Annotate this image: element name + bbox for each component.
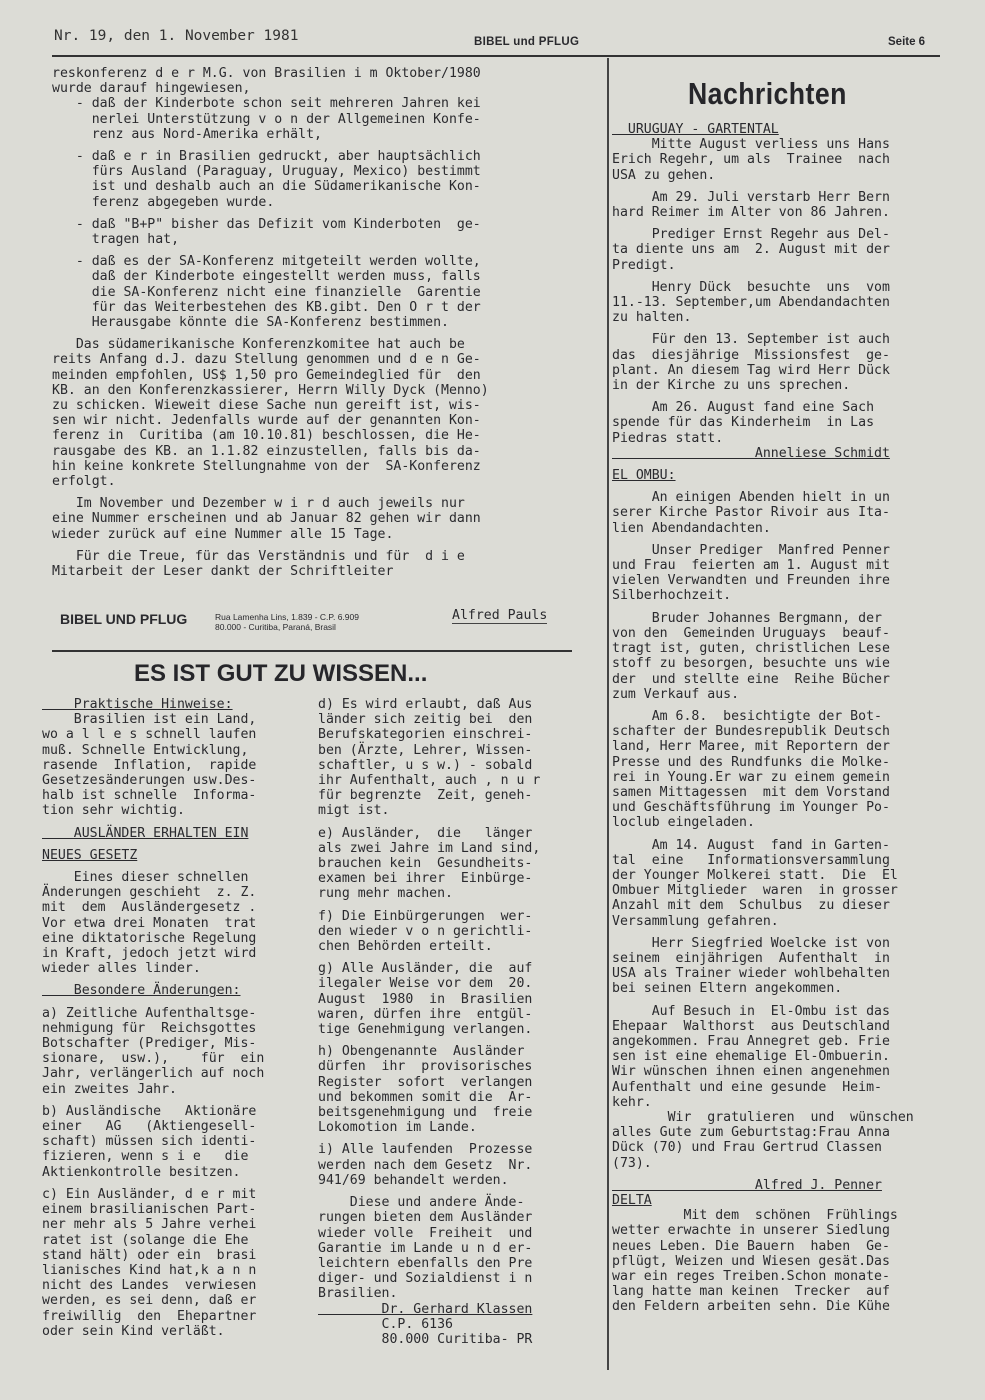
wissen-column-b [318,697,586,1347]
text-line [42,1097,304,1104]
text-line: loclub eingeladen. [612,815,755,831]
text-line: Versammlung gefahren. [612,913,779,929]
text-line: plant. An diesem Tag wird Herr Dück [612,362,890,378]
text-line: schafter der Bundesrepublik Deutsch [612,724,890,740]
text-line: ilegaler Weise vor dem 20. [318,976,533,992]
masthead-address-line-2: 80.000 - Curitiba, Paraná, Brasil [215,622,336,632]
text-line [318,1135,586,1142]
text-line: land, Herr Maree, mit Reportern der [612,739,890,755]
text-line: Besondere Änderungen: [42,983,241,999]
text-line: einer AG (Aktiengesell- [42,1119,257,1135]
text-line: g) Alle Ausländer, die auf [318,961,533,977]
text-line: Alfred J. Penner [612,1177,882,1193]
text-line: daß der Kinderbote eingestellt werden muss, falls [52,269,481,285]
text-line: tragt ist, guten, christlichen Lese [612,641,890,657]
text-line: einem brasilianischen Part- [42,1202,257,1218]
text-line: Lokomotion im Lande. [318,1120,477,1136]
issue-date: Nr. 19, den 1. November 1981 [54,28,299,44]
text-line [612,183,948,190]
publication-name: BIBEL und PFLUG [474,36,580,48]
text-line: wo a l l e s schnell laufen [42,727,257,743]
text-line: Presse und des Rundfunks die Molke- [612,754,890,770]
text-line: für das Weiterbestehen des KB.gibt. Den O r t der [52,299,481,315]
text-line: a) Zeitliche Aufenthaltsge- [42,1005,257,1021]
text-line: in Kraft, jedoch jetzt wird [42,946,257,962]
nachrichten-title: Nachrichten [688,76,847,111]
text-line: e) Ausländer, die länger [318,825,533,841]
text-line: Anzahl mit dem Schulbus zu dieser [612,898,890,914]
text-line: stand hält) oder ein brasi [42,1247,257,1263]
text-line: seinem einjährigen Aufenthalt in [612,950,890,966]
text-line: Brasilien ist ein Land, [42,712,257,728]
text-line: ferenz abgegeben wurde. [52,194,275,210]
text-line: und Frau feierten am 1. August mit [612,558,890,574]
text-line: rausgabe des KB. an 1.1.82 einzustellen, falls bis da- [52,443,481,459]
text-line [612,997,948,1004]
text-line: c) Ein Ausländer, d e r mit [42,1186,257,1202]
text-line: angekommen. Frau Annegret geb. Frie [612,1033,890,1049]
text-line: - daß es der SA-Konferenz mitgeteilt werden wollte, [52,254,481,270]
text-line: lien Abendandachten. [612,520,771,536]
text-line: freiwillig den Ehepartner [42,1308,257,1324]
text-line: - daß der Kinderbote schon seit mehreren Jahren kei [52,96,481,112]
text-line: Herr Siegfried Woelcke ist von [612,935,890,951]
text-line: ta diente uns am 2. August mit der [612,242,890,258]
text-line: sen wir nicht. Jedenfalls wurde auf der genannten Kon- [52,413,481,429]
text-line: Am 14. August fand in Garten- [612,837,890,853]
text-line: serer Kirche Pastor Rivoir aus Ita- [612,505,890,521]
text-line: oder sein Kind verläßt. [42,1323,225,1339]
text-line [612,1171,948,1178]
text-line: Auf Besuch in El-Ombu ist das [612,1003,890,1019]
masthead-name: BIBEL UND PFLUG [60,611,188,627]
text-line: i) Alle laufenden Prozesse [318,1142,533,1158]
text-line [52,489,574,496]
text-line: ner mehr als 5 Jahre verhei [42,1217,257,1233]
text-line: Diese und andere Ände- [318,1195,525,1211]
text-line: rasende Inflation, rapide [42,757,257,773]
text-line: tragen hat, [52,232,180,248]
text-line: Praktische Hinweise: [42,697,233,712]
text-line: Wir wünschen ihnen einen angenehmen [612,1064,890,1080]
column-divider [607,58,609,1370]
text-line: Im November und Dezember w i r d auch jeweils nur [52,496,465,512]
text-line [42,1180,304,1187]
text-line: Botschafter (Prediger, Mis- [42,1036,257,1052]
text-line: und Geschäftsführung im Younger Po- [612,800,890,816]
text-line: lang hatte man keinen Trecker auf [612,1284,890,1300]
text-line: die SA-Konferenz nicht eine finanzielle Garentie [52,284,481,300]
text-line: vielen Verwandten und Freunden ihre [612,573,890,589]
text-line [52,247,574,254]
text-line: nerlei Unterstützung v o n der Allgemeinen Konfe- [52,111,481,127]
text-line: samen Mittagessen mit dem Vorstand [612,784,890,800]
text-line: tion sehr wichtig. [42,803,185,819]
text-line: examen bei ihrer Einbürge- [318,871,533,887]
text-line: und bekommen somit die Ar- [318,1089,533,1105]
text-line: schaftler, u s w.) - sobald [318,757,533,773]
text-line [612,929,948,936]
text-line: als zwei Jahre im Land sind, [318,840,541,856]
text-line: NEUES GESETZ [42,847,138,863]
text-line: wurde darauf hingewiesen, [52,81,251,97]
text-line: meinden empfohlen, US$ 1,50 pro Gemeindeglied für den [52,367,481,383]
text-line: wieder alles linder. [42,961,201,977]
text-line: spende für das Kinderheim in Las [612,415,875,431]
text-line: war ein reges Treiben.Schon monate- [612,1269,890,1285]
text-line [612,393,948,400]
text-line: EL OMBU: [612,468,676,484]
text-line [42,841,304,848]
text-line: fürs Ausland (Paraguay, Uruguay, Mexico) bestimmt [52,164,481,180]
text-line: Änderungen geschieht z. Z. [42,885,257,901]
text-line: - daß e r in Brasilien gedruckt, aber hauptsächlich [52,149,481,165]
text-line: ihr Aufenthalt, auch , n u r [318,773,541,789]
text-line: h) Obengenannte Ausländer [318,1044,525,1060]
author-signature: Alfred Pauls [452,608,548,623]
masthead-address [215,612,359,632]
text-line [52,142,574,149]
text-line: sionare, usw.), für ein [42,1051,265,1067]
text-line: der Younger Molkerei statt. Die El [612,867,898,883]
text-line: Piedras statt. [612,430,724,446]
article-kinderbote [52,66,574,579]
text-line: hin keine konkrete Stellungnahme von der SA-Konferenz [52,458,481,474]
text-line: Am 26. August fand eine Sach [612,400,875,416]
text-line: d) Es wird erlaubt, daß Aus [318,697,533,712]
text-line: Eines dieser schnellen [42,870,249,886]
text-line [612,831,948,838]
text-line: ben (Ärzte, Lehrer, Wissen- [318,742,533,758]
text-line: An einigen Abenden hielt in un [612,490,890,506]
text-line [52,330,574,337]
text-line: tige Genehmigung verlangen. [318,1022,533,1038]
text-line: von den Gemeinden Uruguays beauf- [612,625,890,641]
text-line: Wir gratulieren und wünschen [612,1109,914,1125]
text-line: USA zu gehen. [612,167,716,183]
text-line: brauchen kein Gesundheits- [318,856,533,872]
text-line: dürfen ihr provisorisches [318,1059,533,1075]
text-line: Aufenthalt und eine gesunde Heim- [612,1079,882,1095]
text-line [612,461,948,468]
text-line: länder sich zeitig bei den [318,712,533,728]
text-line: leichtern ebenfalls den Pre [318,1255,533,1271]
text-line: 941/69 behandelt werden. [318,1172,509,1188]
text-line: eine diktatorische Regelung [42,930,257,946]
text-line: den Feldern arbeiten sehn. Die Kühe [612,1299,890,1315]
text-line: nehmigung für Reichsgottes [42,1020,257,1036]
text-line: stoff zu besorgen, besuchte uns wie [612,656,890,672]
text-line: Silberhochzeit. [612,588,732,604]
text-line: wieder volle Freiheit und [318,1225,533,1241]
text-line: muß. Schnelle Entwicklung, [42,742,249,758]
text-line: renz aus Nord-Amerika erhält, [52,126,322,142]
header-rule [52,55,940,57]
text-line: Jahr, verlängerlich auf noch [42,1066,265,1082]
text-line: nicht des Landes verwiesen [42,1278,257,1294]
text-line [52,210,574,217]
text-line: tal eine Informationsversammlung [612,852,890,868]
text-line: rei in Young.Er war zu einem gemein [612,769,890,785]
text-line: pflügt, Weizen und Wiesen gesät.Das [612,1253,890,1269]
text-line: werden nach dem Gesetz Nr. [318,1157,533,1173]
text-line: - daß "B+P" bisher das Defizit vom Kinderboten ge- [52,216,481,232]
text-line: rung mehr machen. [318,886,453,902]
text-line: Anneliese Schmidt [612,445,890,461]
text-line: (73). [612,1155,652,1171]
text-line: Für den 13. September ist auch [612,332,890,348]
text-line: lianisches Kind hat,k a n n [42,1262,257,1278]
page-number: Seite 6 [888,36,926,48]
text-line: Henry Dück besuchte uns vom [612,279,890,295]
text-line: wieder zurück auf eine Nummer alle 15 Tage. [52,526,394,542]
text-line: Gesetzesänderungen usw.Des- [42,773,257,789]
nachrichten-column [612,122,948,1315]
text-line: der und stellte eine Reihe Bücher [612,671,890,687]
text-line: bei seinen Eltern angekommen. [612,981,843,997]
text-line [42,863,304,870]
text-line [612,273,948,280]
text-line: Am 6.8. besichtigte der Bot- [612,708,882,724]
text-line: Dück (70) und Frau Gertrud Classen [612,1140,882,1156]
text-line: werden, es sei denn, daß er [42,1293,257,1309]
text-line: in der Kirche zu uns sprechen. [612,378,851,394]
text-line: Predigt. [612,257,676,273]
text-line: Herausgabe könnte die SA-Konferenz bestimmen. [52,315,449,331]
text-line [318,954,586,961]
text-line: sen ist eine ehemalige El-Ombuerin. [612,1049,890,1065]
text-line: Mitte August verliess uns Hans [612,137,890,153]
text-line: Für die Treue, für das Verständnis und für d i e [52,548,465,564]
text-line: neues Leben. Die Bauern haben Ge- [612,1238,890,1254]
text-line: KB. an den Konferenzkassierer, Herrn Willy Dyck (Menno) [52,382,489,398]
text-line: wetter erwachte in unserer Siedlung [612,1223,890,1239]
text-line: halb ist schnelle Informa- [42,788,257,804]
text-line: AUSLÄNDER ERHALTEN EIN [42,825,249,841]
text-line [612,325,948,332]
text-line: b) Ausländische Aktionäre [42,1103,257,1119]
text-line: diger- und Sozialdienst i n [318,1271,533,1287]
text-line: das diesjährige Missionsfest ge- [612,347,890,363]
text-line: beitsgenehmigung und freie [318,1105,533,1121]
masthead-address-line-1: Rua Lamenha Lins, 1.839 - C.P. 6.909 [215,612,359,622]
text-line [42,819,304,826]
text-line: Am 29. Juli verstarb Herr Bern [612,189,890,205]
text-line: schaft) müssen sich identi- [42,1134,257,1150]
text-line: Berufskategorien einschrei- [318,727,533,743]
text-line: 80.000 Curitiba- PR [318,1331,533,1347]
text-line: zu schicken. Wieweit diese Sache nun gereift ist, wis- [52,398,481,414]
text-line: reskonferenz d e r M.G. von Brasilien i m Oktober/1980 [52,66,481,81]
text-line: Mitarbeit der Leser dankt der Schriftleiter [52,564,394,580]
text-line [612,220,948,227]
text-line: hard Reimer im Alter von 86 Jahren. [612,205,890,221]
text-line [42,999,304,1006]
text-line [318,819,586,826]
text-line: Vor etwa drei Monaten trat [42,915,257,931]
text-line: Brasilien. [318,1286,398,1302]
text-line: kehr. [612,1094,652,1110]
text-line: Ombuer Mitglieder waren in grosser [612,883,898,899]
text-line: reits Anfang d.J. dazu Stellung genommen und d e n Ge- [52,352,481,368]
text-line: USA als Trainer wieder wohlbehalten [612,966,890,982]
text-line: f) Die Einbürgerungen wer- [318,908,533,924]
wissen-column-a [42,697,304,1339]
text-line: zum Verkauf aus. [612,686,740,702]
text-line [612,483,948,490]
text-line: ratet ist (solange die Ehe [42,1232,249,1248]
text-line: Unser Prediger Manfred Penner [612,542,890,558]
text-line: mit dem Ausländergesetz . [42,900,257,916]
text-line: erfolgt. [52,474,116,490]
text-line: migt ist. [318,803,390,819]
text-line: Prediger Ernst Regehr aus Del- [612,227,890,243]
text-line [318,1037,586,1044]
text-line: Ehepaar Walthorst aus Deutschland [612,1018,890,1034]
text-line: für begrenzte Zeit, geneh- [318,788,533,804]
text-line: Aktienkontrolle besitzen. [42,1164,241,1180]
text-line: chen Behörden erteilt. [318,939,493,955]
text-line: eine Nummer erscheinen und ab Januar 82 gehen wir dann [52,511,481,527]
text-line: Bruder Johannes Bergmann, der [612,610,882,626]
wissen-title: ES IST GUT ZU WISSEN... [134,660,428,687]
text-line [612,536,948,543]
text-line: ferenz in Curitiba (am 10.10.81) beschlossen, die He- [52,428,481,444]
text-line: fizieren, wenn s i e die [42,1149,249,1165]
section-rule [52,650,572,652]
text-line: Mit dem schönen Frühlings [612,1208,898,1224]
text-line [52,542,574,549]
text-line: rungen bieten dem Ausländer [318,1210,533,1226]
text-line: DELTA [612,1193,652,1208]
text-line: Garantie im Lande u n d er- [318,1240,533,1256]
text-line: Das südamerikanische Konferenzkomitee hat auch be [52,337,465,353]
text-line: den wieder v o n gerichtli- [318,923,533,939]
text-line: waren, dürfen ihre entgül- [318,1006,533,1022]
text-line: ist und deshalb auch an die Südamerikanische Kon- [52,179,481,195]
text-line: Dr. Gerhard Klassen [318,1301,533,1317]
text-line: Erich Regehr, um als Trainee nach [612,152,890,168]
text-line: zu halten. [612,310,692,326]
text-line [612,702,948,709]
text-line: August 1980 in Brasilien [318,991,533,1007]
text-line: alles Gute zum Geburtstag:Frau Anna [612,1125,890,1141]
text-line: C.P. 6136 [318,1316,453,1332]
text-line: Register sofort verlangen [318,1074,533,1090]
text-line [612,604,948,611]
text-line: 11.-13. September,um Abendandachten [612,295,890,311]
text-line: URUGUAY - GARTENTAL [612,122,779,137]
text-line [318,902,586,909]
text-line: ein zweites Jahr. [42,1081,177,1097]
